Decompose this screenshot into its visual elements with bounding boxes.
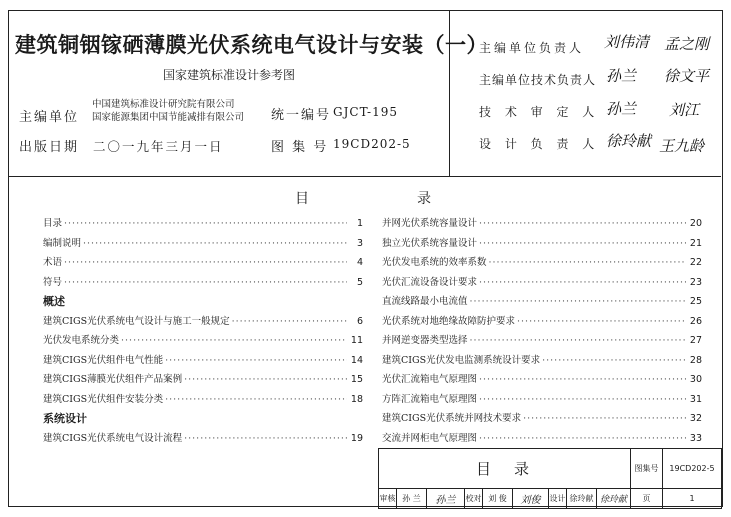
toc-page-number: 19	[350, 432, 363, 444]
page-number: 1	[663, 489, 722, 509]
toc-heading-left: 目	[295, 191, 311, 207]
toc-dot-leader	[479, 218, 686, 229]
toc-entry-title: 术语	[43, 257, 63, 268]
toc-dot-leader	[479, 433, 686, 444]
toc-entry[interactable]	[43, 352, 363, 372]
atlas-number: 19CD202-5	[333, 137, 411, 151]
responsible-role: 设 计 负 责 人	[479, 137, 600, 151]
toc-entry-title: 编制说明	[43, 237, 82, 249]
toc-entry[interactable]	[43, 332, 363, 352]
toc-entry-title: 符号	[43, 276, 63, 288]
check-name: 刘 俊	[483, 489, 513, 509]
toc-page-number: 32	[689, 413, 702, 424]
toc-dot-leader	[83, 238, 347, 249]
org-list	[92, 98, 244, 124]
page-label: 页	[631, 489, 663, 509]
code-value: GJCT-195	[333, 105, 398, 119]
toc-dot-leader	[479, 394, 686, 405]
toc-entry-title: 建筑CIGS薄膜光伏组件产品案例	[43, 374, 183, 385]
toc-entry-title: 建筑CIGS光伏系统并网技术要求	[382, 413, 522, 424]
toc-entry[interactable]	[382, 215, 702, 235]
toc-page-number: 21	[689, 237, 702, 249]
toc-entry[interactable]	[382, 371, 702, 391]
toc-dot-leader	[165, 394, 347, 405]
signature: 王九龄	[659, 137, 705, 155]
toc-right-column	[382, 215, 702, 449]
toc-dot-leader	[165, 355, 347, 366]
toc-entry-title: 建筑CIGS光伏组件安装分类	[43, 393, 164, 405]
sheet-title: 目 录	[379, 449, 631, 489]
check-signature: 刘俊	[513, 489, 549, 509]
responsible-role: 技 术 审 定 人	[479, 105, 600, 119]
toc-page-number: 31	[689, 393, 702, 405]
toc-page-number: 30	[689, 374, 702, 385]
toc-entry[interactable]	[382, 313, 702, 333]
toc-dot-leader	[479, 238, 686, 249]
toc-entry-title: 并网逆变器类型选择	[382, 335, 468, 346]
atlas-title: 建筑铜铟镓硒薄膜光伏系统电气设计与安装（一）	[15, 33, 488, 57]
toc-entry[interactable]	[382, 430, 702, 450]
toc-entry[interactable]	[43, 313, 363, 333]
toc-entry-title: 光伏系统对地绝缘故障防护要求	[382, 315, 516, 327]
responsible-role: 主编单位技术负责人	[479, 73, 597, 87]
toc-entry[interactable]	[382, 391, 702, 411]
toc-entry-title: 光伏发电系统分类	[43, 335, 120, 346]
org-line: 中国建筑标准设计研究院有限公司	[92, 99, 235, 110]
toc-entry-title: 方阵汇流箱电气原理图	[382, 393, 478, 405]
atlas-number-cell: 19CD202-5	[663, 449, 722, 489]
toc-entry-title: 交流并网柜电气原理图	[382, 432, 478, 444]
responsible-role: 主编单位负责人	[479, 41, 585, 55]
signature: 徐玲献	[606, 132, 652, 150]
toc-entry-title: 系统设计	[43, 412, 87, 425]
toc-dot-leader	[64, 277, 347, 288]
atlas-label-cell: 图集号	[631, 449, 663, 489]
org-label: 主编单位	[19, 110, 80, 125]
atlas-subtitle: 国家建筑标准设计参考图	[162, 68, 295, 82]
toc-entry[interactable]	[43, 371, 363, 391]
toc-entry[interactable]	[43, 254, 363, 274]
toc-page-number: 23	[689, 276, 702, 288]
toc-left-column	[43, 215, 363, 449]
toc-page-number: 1	[356, 218, 363, 229]
org-line: 国家能源集团中国节能减排有限公司	[92, 112, 245, 123]
drawing-frame	[8, 10, 723, 507]
toc-entry-title: 光伏汇流设备设计要求	[382, 276, 478, 288]
toc-section-heading	[43, 410, 363, 430]
toc-entry[interactable]	[382, 352, 702, 372]
toc-entry-title: 建筑CIGS光伏系统电气设计流程	[43, 432, 183, 444]
header-info	[9, 11, 488, 176]
toc-dot-leader	[470, 296, 686, 307]
check-label: 校对	[465, 489, 483, 509]
toc-dot-leader	[121, 335, 347, 346]
toc-page-number: 6	[356, 315, 363, 327]
toc-entry-title: 光伏汇流箱电气原理图	[382, 374, 478, 385]
code-label: 统一编号	[271, 108, 332, 123]
toc-entry-title: 光伏发电系统的效率系数	[382, 257, 487, 268]
toc-entry[interactable]	[382, 235, 702, 255]
toc-heading-right: 录	[417, 191, 433, 207]
toc-entry-title: 目录	[43, 218, 63, 229]
toc-dot-leader	[523, 413, 686, 424]
toc-entry-title: 独立光伏系统容量设计	[382, 237, 478, 249]
toc-page-number: 25	[689, 296, 702, 307]
toc-dot-leader	[470, 335, 686, 346]
toc-page-number: 3	[356, 237, 363, 249]
toc-entry[interactable]	[43, 430, 363, 450]
toc-page-number: 5	[356, 276, 363, 288]
toc-dot-leader	[64, 257, 347, 268]
toc-page-number: 20	[689, 218, 702, 229]
toc-page-number: 14	[350, 354, 363, 366]
toc-entry[interactable]	[382, 254, 702, 274]
header-block	[9, 11, 721, 177]
toc-page-number: 22	[689, 257, 702, 268]
date-value: 二〇一九年三月一日	[93, 139, 224, 154]
signature: 孙兰	[606, 67, 637, 85]
atlas-label: 图 集 号	[271, 140, 329, 155]
toc-page-number: 26	[689, 315, 702, 327]
toc-dot-leader	[542, 355, 686, 366]
toc-dot-leader	[64, 218, 347, 229]
toc-entry-title: 概述	[43, 295, 65, 308]
toc-entry[interactable]	[382, 293, 702, 313]
design-signature: 徐玲献	[597, 489, 631, 509]
toc-dot-leader	[232, 316, 347, 327]
toc-dot-leader	[479, 277, 686, 288]
date-label: 出版日期	[19, 140, 80, 155]
design-name: 徐玲献	[567, 489, 597, 509]
signature: 刘伟清	[604, 33, 650, 51]
toc-dot-leader	[479, 374, 686, 385]
review-name: 孙 兰	[397, 489, 427, 509]
toc-page-number: 33	[689, 432, 702, 444]
toc-entry[interactable]	[382, 332, 702, 352]
toc-section-heading	[43, 293, 363, 313]
toc-entry[interactable]	[43, 235, 363, 255]
toc-entry[interactable]	[382, 274, 702, 294]
signature: 孟之刚	[664, 35, 710, 53]
design-label: 设计	[549, 489, 567, 509]
review-label: 审核	[379, 489, 397, 509]
toc-page-number: 15	[350, 374, 363, 385]
toc-entry-title: 并网光伏系统容量设计	[382, 218, 478, 229]
toc-entry-title: 建筑CIGS光伏发电监测系统设计要求	[382, 354, 541, 366]
toc-dot-leader	[184, 374, 347, 385]
toc-page-number: 28	[689, 354, 702, 366]
toc-page-number: 18	[350, 393, 363, 405]
signature: 徐文平	[664, 67, 710, 85]
toc-dot-leader	[489, 257, 686, 268]
toc-dot-leader	[517, 316, 686, 327]
toc-entry[interactable]	[43, 215, 363, 235]
toc-entry-title: 建筑CIGS光伏系统电气设计与施工一般规定	[43, 315, 230, 327]
toc-entry[interactable]	[382, 410, 702, 430]
signature: 孙兰	[606, 100, 637, 118]
toc-entry[interactable]	[43, 391, 363, 411]
toc-entry[interactable]	[43, 274, 363, 294]
signature: 刘江	[669, 101, 700, 119]
toc-page-number: 4	[356, 257, 363, 268]
toc-entry-title: 直流线路最小电流值	[382, 296, 468, 307]
toc-entry-title: 建筑CIGS光伏组件电气性能	[43, 354, 164, 366]
toc-page-number: 27	[689, 335, 702, 346]
review-signature: 孙兰	[427, 489, 465, 509]
toc-dot-leader	[184, 433, 347, 444]
title-block	[378, 448, 722, 509]
toc-page-number: 11	[350, 335, 363, 346]
